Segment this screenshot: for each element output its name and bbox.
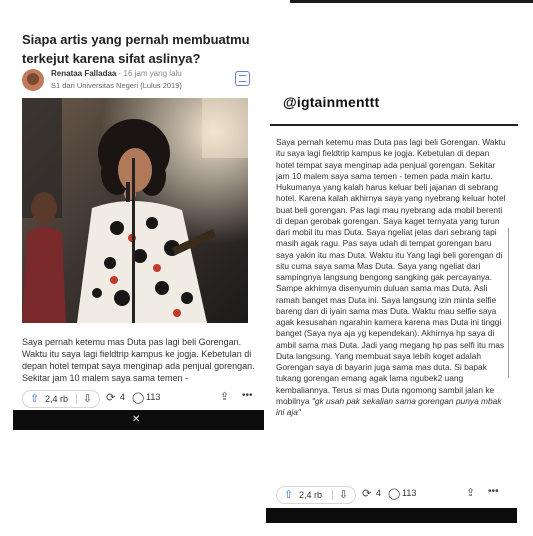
dot-separator: · — [118, 69, 124, 78]
top-strip — [0, 0, 533, 3]
answer-excerpt[interactable]: Saya pernah ketemu mas Duta pas lagi beli Gorengan. Waktu itu saya lagi fieldtrip kampus ke jogja. Kebetulan di depan hotel tempat saya menginap ada penjual gorengan. Sekitar jam 10 malem saya sama temen - — [22, 337, 255, 383]
top-dark-band — [290, 0, 533, 3]
bookmark-icon[interactable] — [235, 71, 250, 86]
share-count: 4 — [376, 488, 382, 498]
export-share-icon[interactable]: ⇪ — [220, 391, 230, 403]
author-credential: S1 dari Universitas Negeri (Lulus 2019) — [51, 81, 182, 90]
scrollbar[interactable] — [508, 228, 509, 378]
avatar[interactable] — [22, 69, 44, 91]
comment-count: 113 — [402, 488, 417, 498]
vote-pill — [22, 390, 100, 408]
action-bar-right — [276, 486, 508, 504]
vote-divider — [76, 394, 77, 404]
upvote-arrow-icon[interactable]: ⇧ — [30, 393, 40, 405]
vote-divider — [332, 490, 333, 500]
chevron-down-icon[interactable]: ✕ — [132, 414, 141, 425]
author-name[interactable]: Renataa Falladaa — [51, 69, 117, 78]
action-bar — [22, 390, 260, 408]
comment-bubble-icon[interactable]: ◯ — [132, 392, 145, 404]
answer-full-text[interactable] — [276, 137, 506, 418]
downvote-arrow-icon[interactable]: ⇩ — [339, 489, 349, 501]
question-title[interactable]: Siapa artis yang pernah membuatmu terkejut karena sifat aslinya? — [22, 32, 250, 66]
share-count: 4 — [120, 392, 126, 402]
share-recycle-icon[interactable]: ⟳ — [362, 488, 372, 500]
answer-body: Saya pernah ketemu mas Duta pas lagi beli Gorengan. Waktu itu saya lagi fieldtrip kampus ke jogja. Kebetulan di depan hotel tempat saya menginap ada penjual gorengan. Sekitar jam 10 malem saya sama temen - temen pada main kartu. Hukumanya yang kalah harus keluar beli jajanan di sebrang hotel. Karena kalah akhirnya saya yang nyebrang keluar hotel buat beli gorengan. Pas lagi mau nyebrang ada mobil berenti di depan gerobak gorengan. Saya kaget ternyata yang turun dari mobil itu mas Duta. Saya ngeliat jelas dari sebrang tapi masih agak ragu. Pas saya udah di tempat gorengan baru saya yakin itu mas Duta. Waktu itu Yang lagi beli gorengan di situ cuma saya sama Mas Duta. Saya yang ngeliat dari sampingnya langsung bengong sangking gak percayanya. Sampe akhirnya disenyumin duluan sama mas Duta. Asli ramah banget mas Duta ini. Saya langsung izin minta selfie bareng dan di iyain sama mas Duta. Waktu mau selfie saya agak kesusahan ngarahin kamera karena mas Duta ini tinggi banget (Saya nya aja yg kependekan). Akhirnya hp saya di ambil sama mas Duta. Jadi yang megang hp pas selfi itu mas Duta langsung. Yang membuat saya lebih koget adalah Gorengan saya di bayarin juga sama mas duta. Si bapak tukang gorengan emang agak lama ngubek2 uang kembaliannya. Terus si mas Duta ngomong sambil jalan ke mobilnya — [276, 137, 506, 406]
upvote-count: 2,4 rb — [299, 490, 323, 500]
post-time: 16 jam yang lalu — [123, 69, 182, 78]
upvote-count: 2,4 rb — [45, 394, 69, 404]
comment-count: 113 — [146, 392, 161, 402]
vote-pill — [276, 486, 356, 504]
upvote-arrow-icon[interactable]: ⇧ — [284, 489, 294, 501]
export-share-icon[interactable]: ⇪ — [466, 487, 476, 499]
bottom-overlay-right — [266, 508, 517, 523]
handle-divider — [270, 124, 518, 126]
left-answer-card — [13, 14, 264, 428]
bottom-overlay-left — [13, 410, 264, 430]
more-dots-icon[interactable]: ••• — [488, 486, 499, 497]
author-line — [51, 69, 182, 78]
more-dots-icon[interactable]: ••• — [242, 390, 253, 401]
downvote-arrow-icon[interactable]: ⇩ — [83, 393, 93, 405]
answer-quote: "gk usah pak sekalian sama gorengan punya mbak ini aja" — [276, 395, 502, 417]
answer-photo — [22, 98, 248, 323]
instagram-handle: @igtainmenttt — [283, 94, 380, 110]
share-recycle-icon[interactable]: ⟳ — [106, 392, 116, 404]
comment-bubble-icon[interactable]: ◯ — [388, 488, 401, 500]
